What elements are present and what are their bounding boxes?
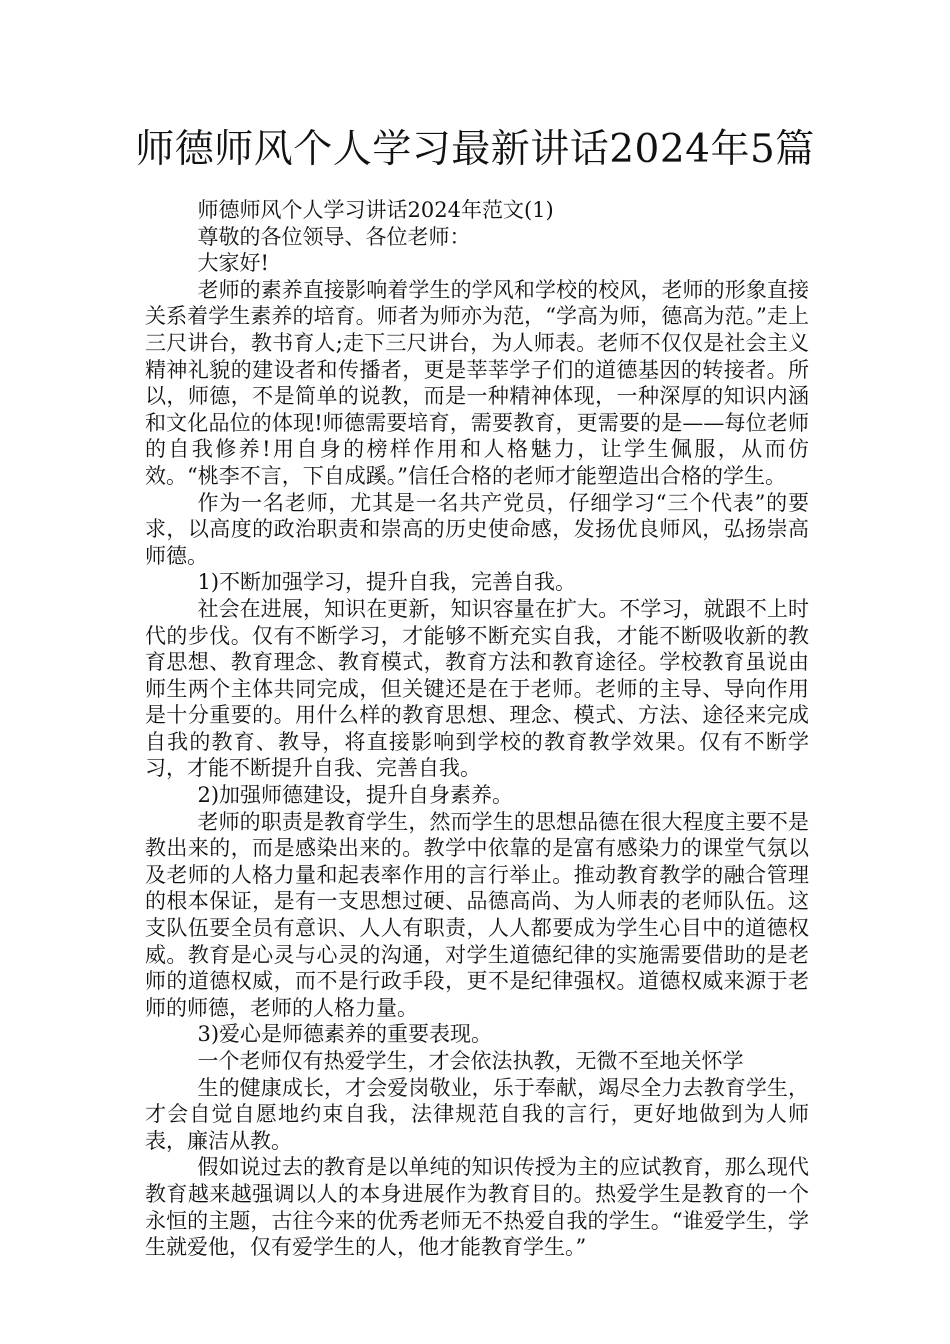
paragraph: 3)爱心是师德素养的重要表现。 [197,1022,493,1047]
paragraph: 老师的职责是教育学生，然而学生的思想品德在很大程度主要不是教出来的，而是感染出来的。教学中依靠的是富有感染力的课堂气氛以及老师的人格力量和起表率作用的言行举止。推动教育教学的融合管理的根本保证，是有一支思想过硬、品德高尚、为人师表的老师队伍。这支队伍要全员有意识、人人有职责，人人都要成为学生心目中的道德权威。教育是心灵与心灵的沟通，对学生道德纪律的实施需要借助的是老师的道德权威，而不是行政手段，更不是纪律强权。道德权威来源于老师的师德，老师的人格力量。 [145,809,809,1020]
paragraph: 社会在进展，知识在更新，知识容量在扩大。不学习，就跟不上时代的步伐。仅有不断学习，才能够不断充实自我，才能不断吸收新的教育思想、教育理念、教育模式，教育方法和教育途径。学校教育虽说由师生两个主体共同完成，但关键还是在于老师。老师的主导、导向作用是十分重要的。用什么样的教育思想、理念、模式、方法、途径来完成自我的教育、教导，将直接影响到学校的教育教学效果。仅有不断学习，才能不断提升自我、完善自我。 [145,596,809,781]
paragraph: 大家好! [197,251,269,276]
paragraph: 一个老师仅有热爱学生，才会依法执教，无微不至地关怀学 [197,1049,744,1073]
paragraph: 假如说过去的教育是以单纯的知识传授为主的应试教育，那么现代教育越来越强调以人的本身进展作为教育目的。热爱学生是教育的一个永恒的主题，古往今来的优秀老师无不热爱自我的学生。“谁爱学生，学生就爱他，仅有爱学生的人，他才能教育学生。” [145,1155,809,1260]
document-title: 师德师风个人学习最新讲话2024年5篇 [135,127,815,172]
paragraph: 1)不断加强学习，提升自我，完善自我。 [197,570,577,595]
document-body [145,197,809,1261]
paragraph: 2)加强师德建设，提升自身素养。 [197,783,514,808]
paragraph: 尊敬的各位领导、各位老师： [197,224,471,249]
paragraph: 师德师风个人学习讲话2024年范文(1) [197,198,554,222]
paragraph: 老师的素养直接影响着学生的学风和学校的校风，老师的形象直接关系着学生素养的培育。师者为师亦为范，“学高为师，德高为范。”走上三尺讲台，教书育人;走下三尺讲台，为人师表。老师不仅仅是社会主义精神礼貌的建设者和传播者，更是莘莘学子们的道德基因的转接者。所以，师德，不是简单的说教，而是一种精神体现，一种深厚的知识内涵和文化品位的体现!师德需要培育，需要教育，更需要的是——每位老师的自我修养!用自身的榜样作用和人格魅力，让学生佩服，从而仿效。“桃李不言，下自成蹊。”信任合格的老师才能塑造出合格的学生。 [145,277,809,488]
paragraph: 作为一名老师，尤其是一名共产党员，仔细学习“三个代表”的要求，以高度的政治职责和崇高的历史使命感，发扬优良师风，弘扬崇高师德。 [145,490,809,568]
paragraph: 生的健康成长，才会爱岗敬业，乐于奉献，竭尽全力去教育学生，才会自觉自愿地约束自我，法律规范自我的言行，更好地做到为人师表，廉洁从教。 [145,1075,809,1153]
